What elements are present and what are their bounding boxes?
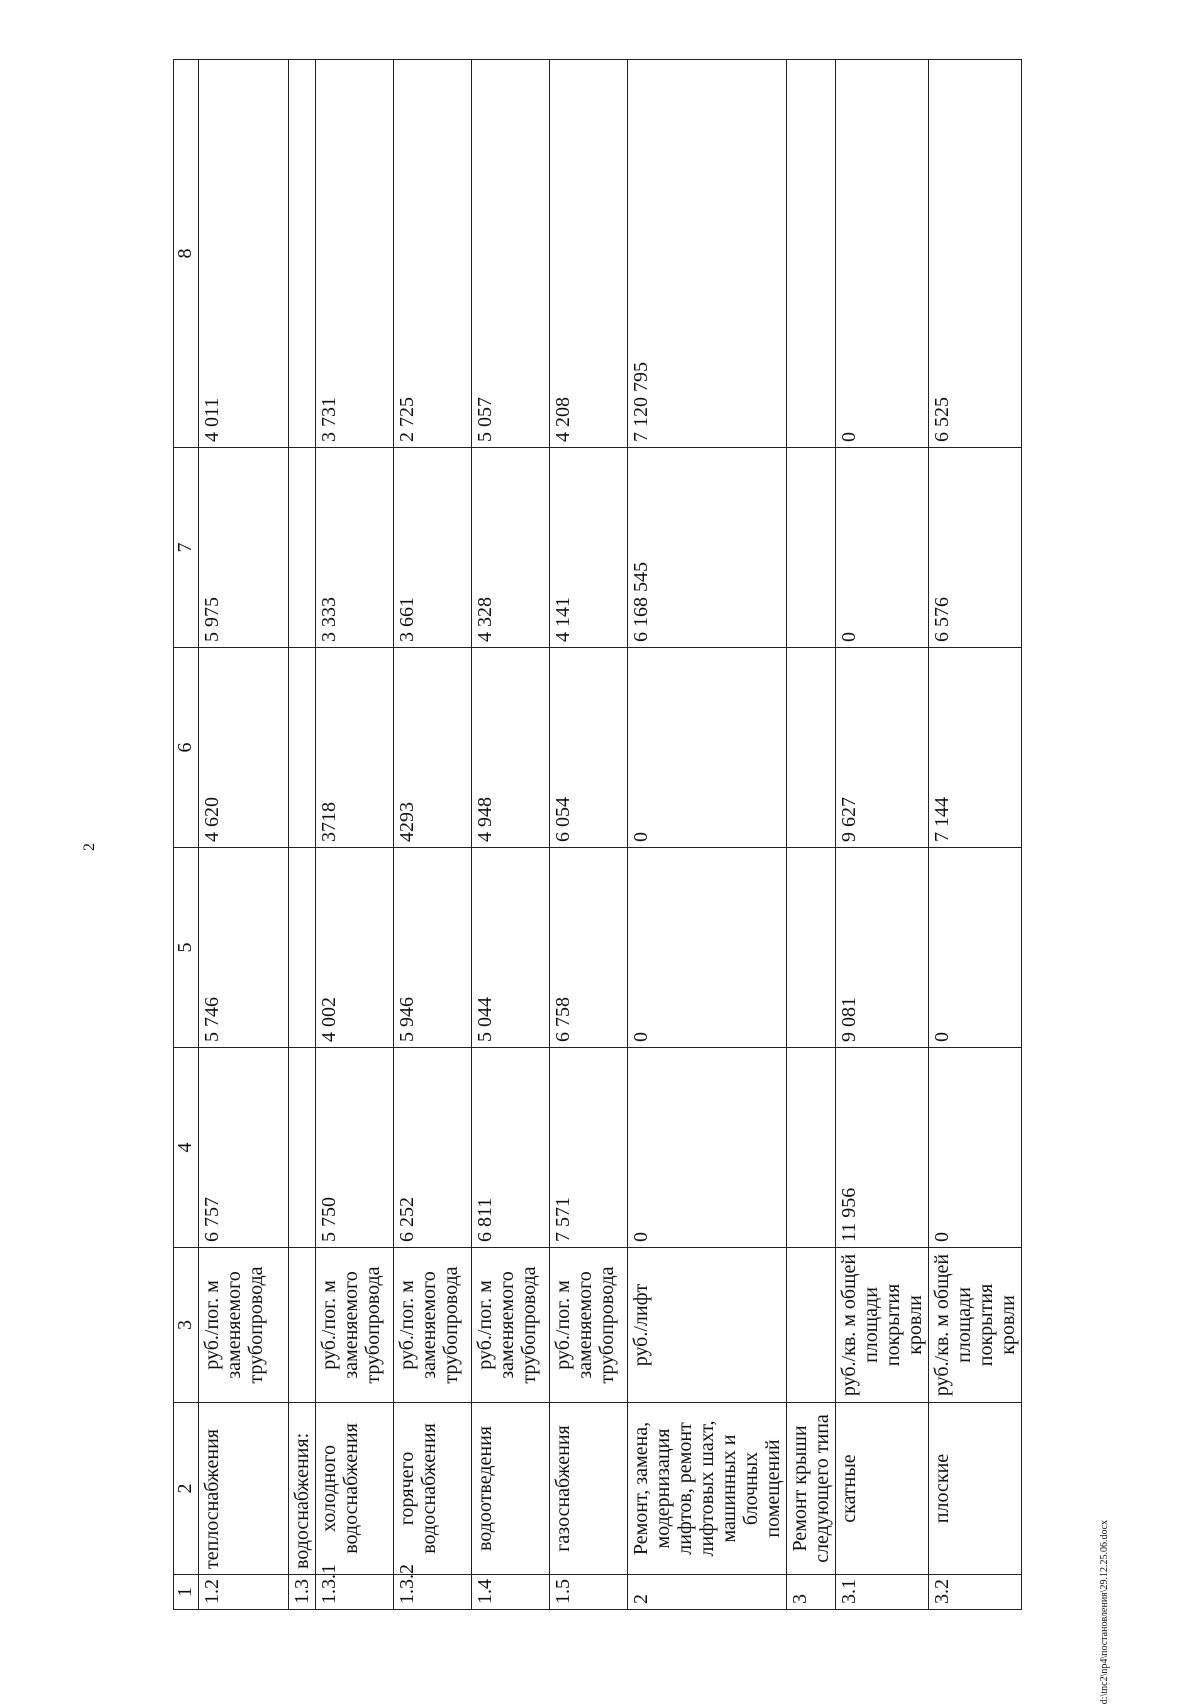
unit: руб./пог. м заменяемого трубопровода	[316, 1248, 394, 1403]
unit: руб./пог. м заменяемого трубопровода	[472, 1248, 550, 1403]
value-col5: 5 044	[472, 848, 550, 1048]
row-number: 3.1	[836, 1575, 929, 1610]
unit: руб./пог. м заменяемого трубопровода	[550, 1248, 628, 1403]
work-type: Ремонт, замена, модернизация лифтов, ремонт лифтовых шахт, машинных и блочных помещений	[628, 1403, 787, 1575]
work-type: горячего водоснабжения	[394, 1403, 472, 1575]
cost-table	[173, 59, 1022, 1610]
table-row	[289, 60, 316, 1610]
unit: руб./пог. м заменяемого трубопровода	[394, 1248, 472, 1403]
unit: руб./кв. м общей площади покрытия кровли	[929, 1248, 1022, 1403]
footer-file-path	[1099, 1520, 1119, 1704]
header-cell: 6	[174, 648, 199, 848]
row-number: 1.3.2	[394, 1575, 472, 1610]
value-col4: 0	[929, 1048, 1022, 1248]
value-col5: 0	[929, 848, 1022, 1048]
value-col5: 5 946	[394, 848, 472, 1048]
value-col6	[289, 648, 316, 848]
row-number: 2	[628, 1575, 787, 1610]
work-type: теплоснабжения	[199, 1403, 289, 1575]
work-type: холодного водоснабжения	[316, 1403, 394, 1575]
work-type: Ремонт крыши следующего типа	[787, 1403, 836, 1575]
row-number: 1.5	[550, 1575, 628, 1610]
value-col6	[787, 648, 836, 848]
header-cell: 7	[174, 448, 199, 648]
value-col5: 0	[628, 848, 787, 1048]
value-col7: 6 168 545	[628, 448, 787, 648]
row-number: 3.2	[929, 1575, 1022, 1610]
table-row	[550, 60, 628, 1610]
value-col4: 0	[628, 1048, 787, 1248]
value-col7: 4 328	[472, 448, 550, 648]
value-col7: 3 333	[316, 448, 394, 648]
table-row	[628, 60, 787, 1610]
value-col5: 6 758	[550, 848, 628, 1048]
value-col4: 5 750	[316, 1048, 394, 1248]
row-number: 1.4	[472, 1575, 550, 1610]
table-row	[199, 60, 289, 1610]
work-type: плоские	[929, 1403, 1022, 1575]
value-col5: 9 081	[836, 848, 929, 1048]
work-type: газоснабжения	[550, 1403, 628, 1575]
value-col8: 0	[836, 60, 929, 448]
value-col5: 5 746	[199, 848, 289, 1048]
value-col4: 11 956	[836, 1048, 929, 1248]
value-col6: 4 620	[199, 648, 289, 848]
table-row	[472, 60, 550, 1610]
value-col5	[289, 848, 316, 1048]
unit: руб./пог. м заменяемого трубопровода	[199, 1248, 289, 1403]
table-row	[836, 60, 929, 1610]
value-col8: 3 731	[316, 60, 394, 448]
value-col7	[289, 448, 316, 648]
value-col8: 4 208	[550, 60, 628, 448]
unit: руб./кв. м общей площади покрытия кровли	[836, 1248, 929, 1403]
table-row	[787, 60, 836, 1610]
value-col8: 2 725	[394, 60, 472, 448]
value-col6: 4293	[394, 648, 472, 848]
footer-file-path-text: d:\tnc2\np4\постановления\29.12.25.06.docx	[1099, 1520, 1110, 1704]
header-cell: 4	[174, 1048, 199, 1248]
value-col7: 5 975	[199, 448, 289, 648]
table-row	[929, 60, 1022, 1610]
work-type: водоснабжения:	[289, 1403, 316, 1575]
value-col5: 4 002	[316, 848, 394, 1048]
header-row	[174, 60, 199, 1610]
value-col8: 4 011	[199, 60, 289, 448]
row-number: 1.3.1	[316, 1575, 394, 1610]
value-col6: 7 144	[929, 648, 1022, 848]
header-cell: 8	[174, 60, 199, 448]
value-col4	[787, 1048, 836, 1248]
table-row	[394, 60, 472, 1610]
unit	[787, 1248, 836, 1403]
value-col8: 6 525	[929, 60, 1022, 448]
value-col7: 4 141	[550, 448, 628, 648]
row-number: 3	[787, 1575, 836, 1610]
value-col4: 6 811	[472, 1048, 550, 1248]
header-cell: 5	[174, 848, 199, 1048]
value-col8	[787, 60, 836, 448]
value-col6: 6 054	[550, 648, 628, 848]
value-col8	[289, 60, 316, 448]
row-number: 1.2	[199, 1575, 289, 1610]
header-cell: 1	[174, 1575, 199, 1610]
value-col5	[787, 848, 836, 1048]
header-cell: 2	[174, 1403, 199, 1575]
page-number: 2	[81, 843, 98, 851]
value-col6: 4 948	[472, 648, 550, 848]
header-cell: 3	[174, 1248, 199, 1403]
work-type: скатные	[836, 1403, 929, 1575]
value-col7: 6 576	[929, 448, 1022, 648]
value-col7: 0	[836, 448, 929, 648]
value-col8: 7 120 795	[628, 60, 787, 448]
value-col4	[289, 1048, 316, 1248]
value-col4: 6 252	[394, 1048, 472, 1248]
row-number: 1.3	[289, 1575, 316, 1610]
table-row	[316, 60, 394, 1610]
unit	[289, 1248, 316, 1403]
value-col6: 0	[628, 648, 787, 848]
value-col4: 7 571	[550, 1048, 628, 1248]
rotated-table-container	[173, 60, 1020, 1610]
value-col8: 5 057	[472, 60, 550, 448]
value-col6: 9 627	[836, 648, 929, 848]
value-col4: 6 757	[199, 1048, 289, 1248]
unit: руб./лифт	[628, 1248, 787, 1403]
value-col7	[787, 448, 836, 648]
value-col6: 3718	[316, 648, 394, 848]
value-col7: 3 661	[394, 448, 472, 648]
work-type: водоотведения	[472, 1403, 550, 1575]
